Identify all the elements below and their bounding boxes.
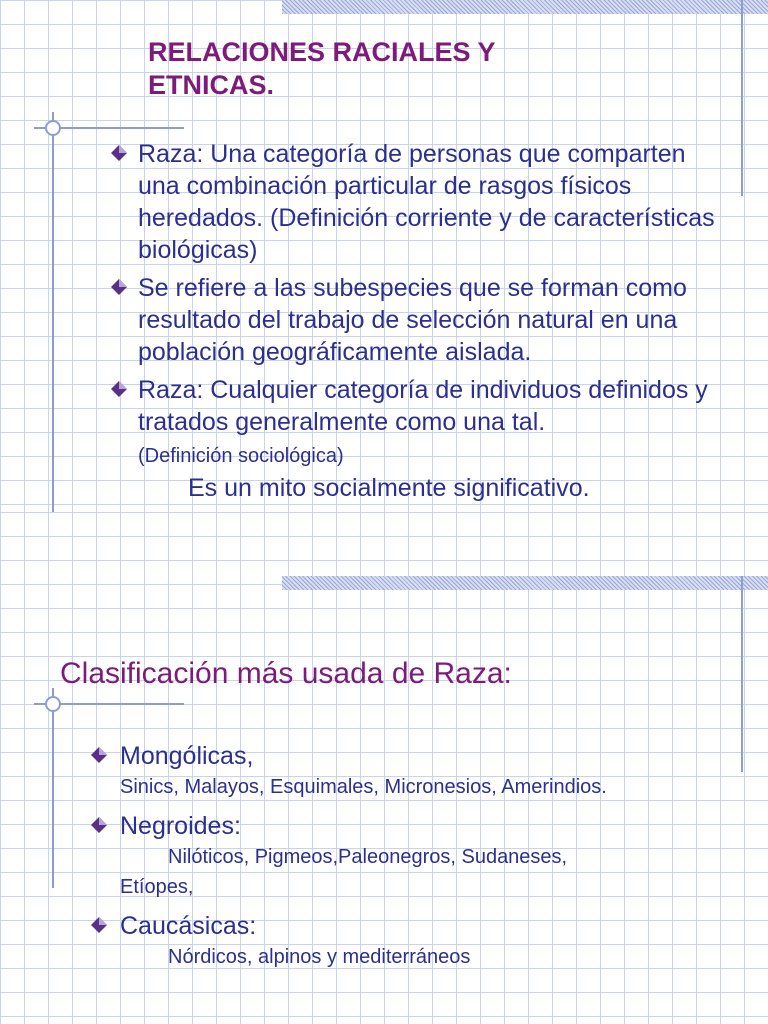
diamond-bullet-icon bbox=[90, 746, 108, 764]
left-vertical-rule bbox=[52, 112, 54, 512]
bullet-tail: Es un mito socialmente significativo. bbox=[188, 474, 590, 502]
definition-note: (Definición sociológica) bbox=[138, 445, 344, 467]
diamond-bullet-icon bbox=[110, 144, 128, 162]
category-detail: Sinics, Malayos, Esquimales, Micronesios, Amerindios. bbox=[120, 776, 607, 798]
bullet-item bbox=[108, 138, 728, 266]
hatch-bar-top bbox=[282, 576, 768, 590]
race-category-list bbox=[88, 740, 728, 980]
right-vertical-rule bbox=[741, 576, 743, 772]
category-item-negroides bbox=[88, 810, 728, 842]
bullet-item bbox=[108, 272, 728, 368]
bullet-item bbox=[108, 374, 728, 504]
slide-title: Clasificación más usada de Raza: bbox=[60, 657, 512, 690]
slide-title: RELACIONES RACIALES Y ETNICAS. bbox=[148, 37, 496, 100]
category-name: Caucásicas: bbox=[120, 912, 257, 940]
bullet-text: Se refiere a las subespecies que se forman como resultado del trabajo de selección natural en una población geográficamente aislada. bbox=[138, 274, 687, 366]
category-detail: Nórdicos, alpinos y mediterráneos bbox=[168, 946, 471, 968]
diamond-bullet-icon bbox=[90, 916, 108, 934]
category-name: Mongólicas, bbox=[120, 742, 254, 770]
diamond-bullet-icon bbox=[110, 278, 128, 296]
category-name: Negroides: bbox=[120, 812, 241, 840]
right-vertical-rule bbox=[741, 0, 743, 196]
circle-crosshair-icon bbox=[45, 120, 61, 136]
category-detail-line: Etíopes, bbox=[120, 876, 194, 898]
left-vertical-rule bbox=[52, 688, 54, 888]
category-item-mongolicas bbox=[88, 740, 728, 772]
circle-crosshair-icon bbox=[45, 696, 61, 712]
diamond-bullet-icon bbox=[110, 380, 128, 398]
category-detail bbox=[88, 842, 728, 902]
diamond-bullet-icon bbox=[90, 816, 108, 834]
slide-2 bbox=[0, 512, 768, 1024]
bullet-list bbox=[108, 138, 728, 510]
bullet-text: Raza: Una categoría de personas que comparten una combinación particular de rasgos físicos heredados. (Definición corriente y de características biológicas) bbox=[138, 140, 715, 264]
category-item-caucasicas bbox=[88, 910, 728, 942]
bullet-text: Raza: Cualquier categoría de individuos definidos y tratados generalmente como una tal. bbox=[138, 376, 708, 436]
hatch-bar-top bbox=[282, 0, 768, 14]
category-detail-line: Nilóticos, Pigmeos,Paleonegros, Sudaneses, bbox=[168, 846, 568, 868]
